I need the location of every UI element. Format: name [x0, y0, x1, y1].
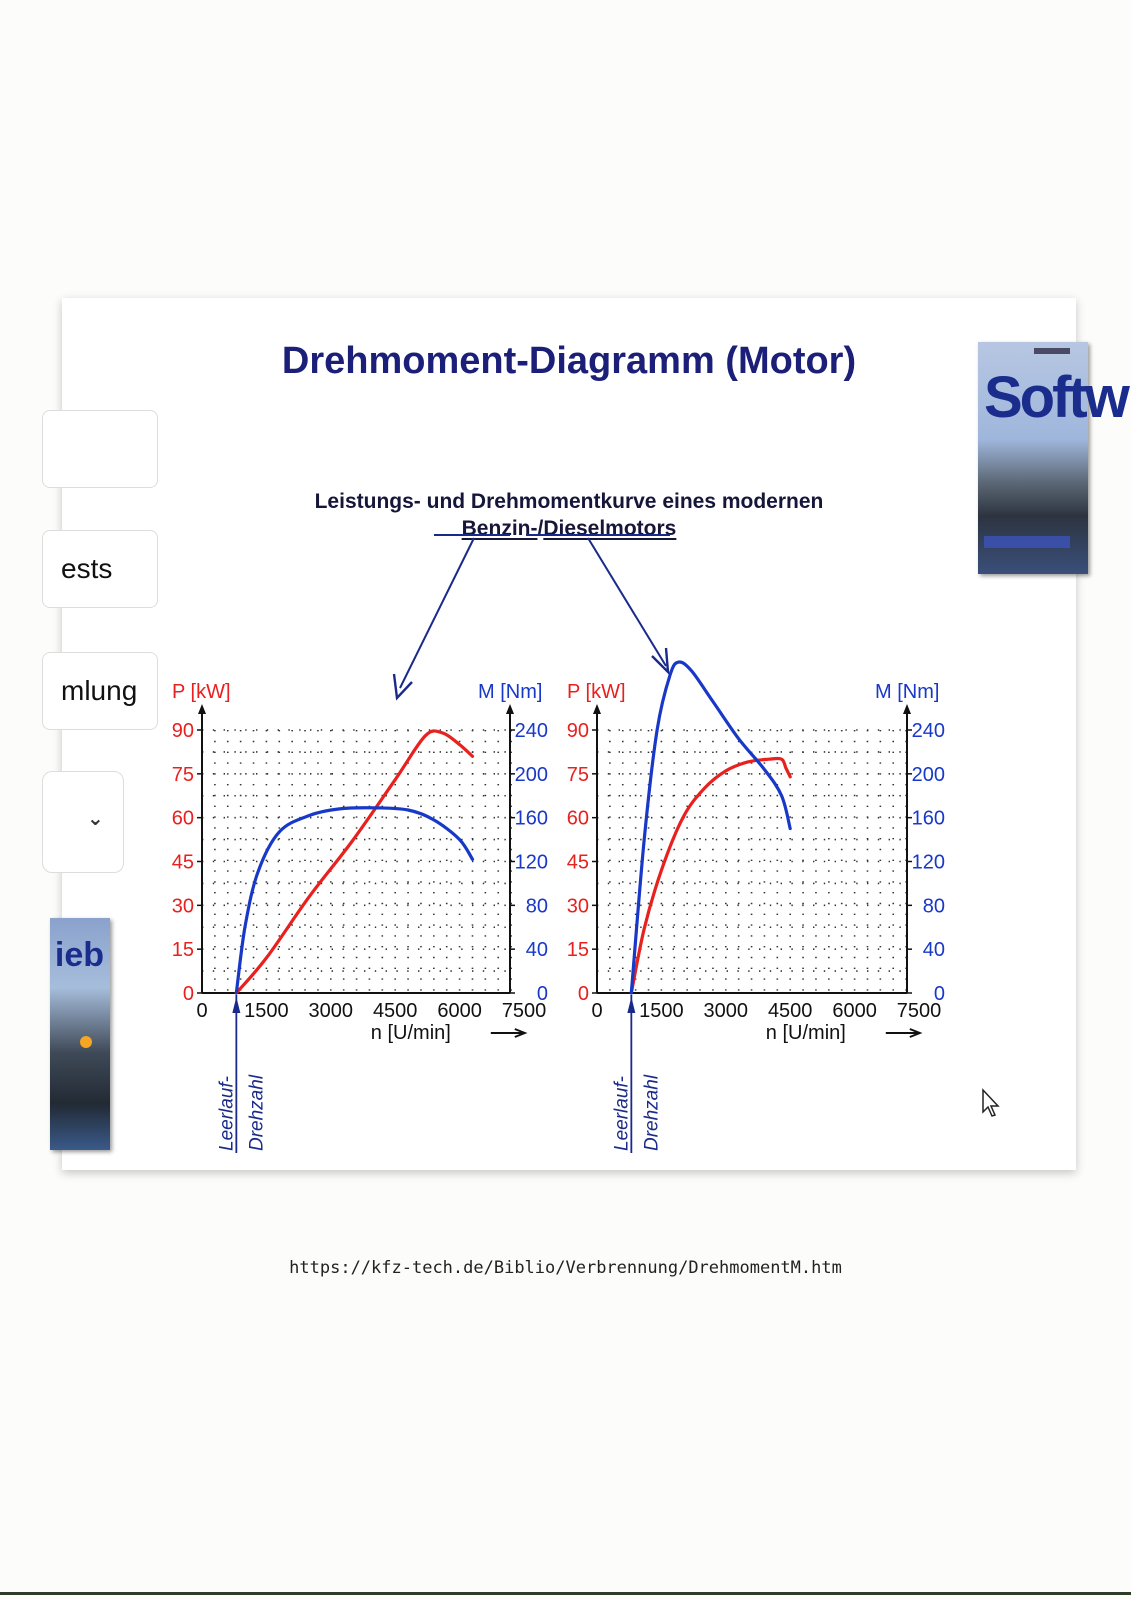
diesel-ytick-label: 45: [566, 851, 589, 874]
diesel-ytick-label: 90: [566, 720, 589, 742]
benzin-idle-arrow-icon: [232, 997, 240, 1013]
benzin-y-axis-arrow: [198, 704, 206, 714]
benzin-ytick-label: 30: [171, 895, 194, 918]
diesel-y-axis-arrow: [593, 704, 601, 714]
diesel-y2tick-label: 160: [911, 807, 945, 830]
diesel-y2tick-label: 120: [911, 851, 945, 874]
benzin-ytick-label: 0: [182, 983, 194, 1005]
benzin-y2tick-label: 200: [514, 763, 548, 786]
diesel-xtick-label: 3000: [703, 1000, 749, 1022]
banner-left-text: ieb: [54, 936, 104, 974]
diesel-xlabel: n [U/min]: [765, 1022, 846, 1044]
benzin-idle-word2: Drehzahl: [246, 1074, 268, 1151]
diesel-ytick-label: 30: [566, 895, 589, 918]
benzin-y2tick-label: 0: [536, 983, 548, 1005]
diesel-ylabel: P [kW]: [567, 681, 626, 703]
diesel-ytick-label: 0: [577, 983, 589, 1005]
diesel-y2-axis-arrow: [903, 704, 911, 714]
benzin-y2tick-label: 120: [514, 851, 548, 874]
benzin-ylabel: P [kW]: [172, 681, 231, 703]
benzin-xtick-label: 3000: [308, 1000, 354, 1022]
benzin-y2tick-label: 40: [525, 939, 548, 962]
benzin-y2-axis-arrow: [506, 704, 514, 714]
diesel-ytick-label: 60: [566, 807, 589, 830]
diesel-xtick-label: 6000: [832, 1000, 877, 1022]
benzin-idle-word1: Leerlauf-: [216, 1076, 238, 1151]
sidebar-button-sammlung[interactable]: mlung: [42, 652, 158, 730]
subtitle-line1: Leistungs- und Drehmomentkurve eines modernen: [314, 490, 824, 513]
benzin-ytick-label: 75: [171, 763, 194, 786]
diesel-y2tick-label: 200: [911, 763, 945, 786]
diesel-y2label: M [Nm]: [875, 681, 940, 703]
diesel-idle-word1: Leerlauf-: [611, 1076, 633, 1151]
diesel-xtick-label: 7500: [896, 1000, 942, 1022]
subtitle-benzin: Benzin-: [461, 517, 538, 540]
diesel-ytick-label: 15: [566, 939, 589, 962]
benzin-xtick-label: 0: [196, 1000, 208, 1022]
diesel-pointer-arrow: [588, 538, 666, 666]
benzin-xtick-label: 4500: [372, 1000, 418, 1022]
diesel-torque-curve: [631, 662, 790, 993]
mouse-cursor-icon: [981, 1088, 1003, 1118]
benzin-ytick-label: 15: [171, 939, 194, 962]
benzin-ytick-label: 90: [171, 720, 194, 742]
benzin-ytick-label: 45: [171, 851, 194, 874]
benzin-y2tick-label: 80: [525, 895, 548, 918]
diesel-y2tick-label: 80: [922, 895, 945, 918]
diesel-power-curve: [631, 758, 790, 993]
benzin-y2tick-label: 160: [514, 807, 548, 830]
benzin-xtick-label: 1500: [244, 1000, 289, 1022]
benzin-pointer-arrowhead-icon: [394, 674, 412, 698]
chevron-down-icon: ⌄: [87, 806, 104, 830]
benzin-xtick-label: 6000: [437, 1000, 482, 1022]
diesel-idle-word2: Drehzahl: [641, 1074, 663, 1151]
benzin-y2tick-label: 240: [514, 720, 548, 742]
benzin-ytick-label: 60: [171, 807, 194, 830]
diesel-idle-arrow-icon: [627, 997, 635, 1013]
diesel-xtick-label: 0: [591, 1000, 603, 1022]
source-url: https://kfz-tech.de/Biblio/Verbrennung/DrehmomentM.htm: [289, 1258, 842, 1278]
diesel-y2tick-label: 40: [922, 939, 945, 962]
diesel-xtick-label: 1500: [639, 1000, 684, 1022]
diesel-pointer-arrowhead-icon: [652, 648, 668, 672]
benzin-y2label: M [Nm]: [478, 681, 543, 703]
subtitle-separator: /: [537, 517, 544, 540]
diesel-xlabel-arrow-icon: [886, 1029, 920, 1037]
subtitle-diesel: Dieselmotors: [543, 517, 677, 540]
benzin-xlabel-arrow-icon: [491, 1029, 525, 1037]
banner-right-text: Softw: [984, 365, 1127, 430]
page-title: Drehmoment-Diagramm (Motor): [281, 340, 857, 382]
benzin-xtick-label: 7500: [501, 1000, 547, 1022]
diesel-ytick-label: 75: [566, 763, 589, 786]
page-bottom-rule: [0, 1592, 1131, 1595]
diesel-y2tick-label: 0: [933, 983, 945, 1005]
benzin-xlabel: n [U/min]: [370, 1022, 451, 1044]
benzin-pointer-arrow: [400, 538, 474, 688]
screenshot-window: [54, 298, 1127, 1170]
sidebar-button-tests[interactable]: ests: [42, 530, 158, 608]
diesel-y2tick-label: 240: [911, 720, 945, 742]
charts-canvas: [62, 298, 1076, 1170]
diesel-xtick-label: 4500: [767, 1000, 813, 1022]
